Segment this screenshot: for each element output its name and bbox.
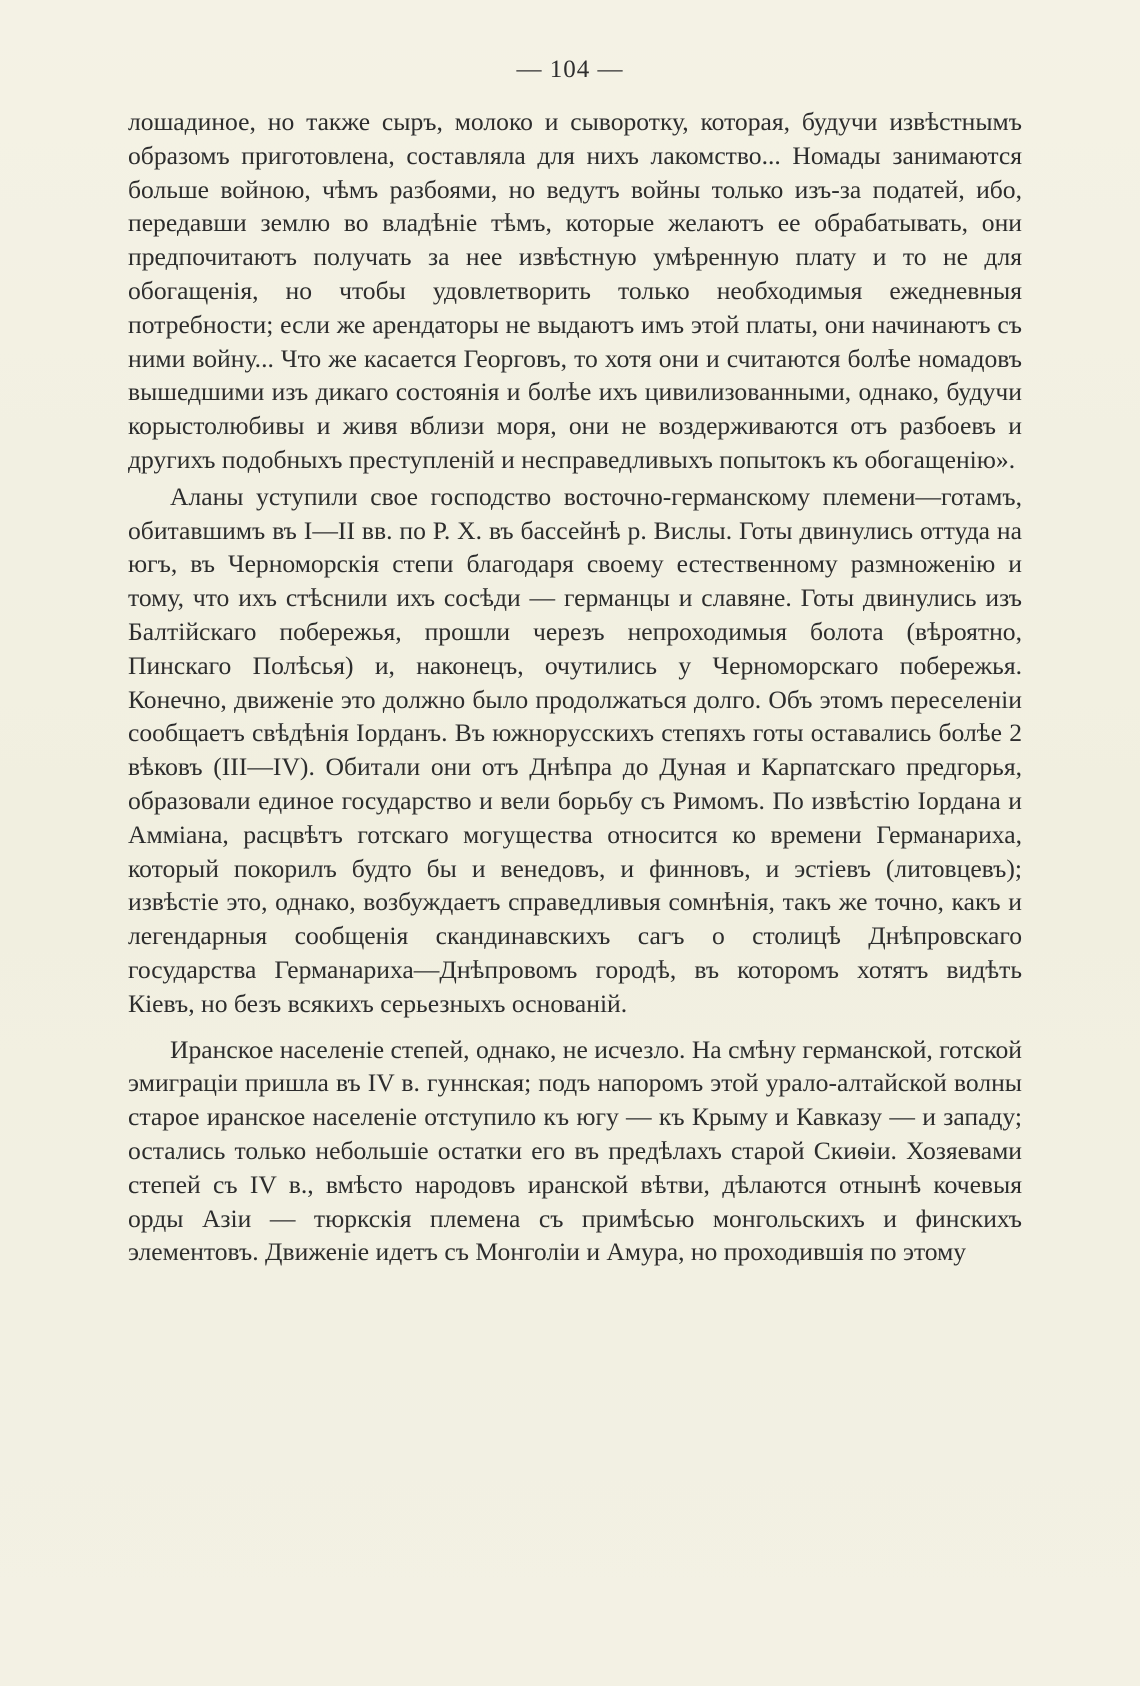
paragraph-continuation: лошадиное, но также сыръ, молоко и сыворотку, которая, будучи извѣстнымъ образомъ приготовлена, составляла для нихъ лакомство... Номады занимаются больше войною, чѣмъ разбоями, но ведутъ войны только изъ-за податей, ибо, передавши землю во владѣніе тѣмъ, которые желаютъ ее обрабатывать, они предпочитаютъ получать за нее извѣстную умѣренную плату и то не для обогащенія, но чтобы удовлетворить только необходимыя ежедневныя потребности; если же арендаторы не выдаютъ имъ этой платы, они начинаютъ съ ними войну... Что же касается Георговъ, то хотя они и считаются болѣе номадовъ вышедшими изъ дикаго состоянія и болѣе ихъ цивилизованными, однако, будучи корыстолюбивы и живя вблизи моря, они не воздерживаются отъ разбоевъ и другихъ подобныхъ преступленій и несправедливыхъ попытокъ къ обогащенію». (128, 107, 1022, 474)
paragraph-goths: Аланы уступили свое господство восточно-германскому племени—готамъ, обитавшимъ въ I—II вв. по Р. Х. въ бассейнѣ р. Вислы. Готы двинулись оттуда на югъ, въ Черноморскія степи благодаря своему естественному размноженію и тому, что ихъ стѣснили ихъ сосѣди — германцы и славяне. Готы двинулись изъ Балтійскаго побережья, прошли черезъ непроходимыя болота (вѣроятно, Пинскаго Полѣсья) и, наконецъ, очутились у Черноморскаго побережья. Конечно, движеніе это должно было продолжаться долго. Объ этомъ переселеніи сообщаетъ свѣдѣнія Іорданъ. Въ южнорусскихъ степяхъ готы оставались болѣе 2 вѣковъ (III—IV). Обитали они отъ Днѣпра до Дуная и Карпатскаго предгорья, образовали единое государство и вели борьбу съ Римомъ. По извѣстію Іордана и Амміана, расцвѣтъ готскаго могущества относится ко времени Германариха, который покорилъ будто бы и венедовъ, и финновъ, и эстіевъ (литовцевъ); извѣстіе это, однако, возбуждаетъ справедливыя сомнѣнія, такъ же точно, какъ и легендарныя сообщенія скандинавскихъ сагъ о столицѣ Днѣпровскаго государства Германариха—Днѣпровомъ городѣ, въ которомъ хотятъ видѣть Кіевъ, но безъ всякихъ серьезныхъ основаній. (128, 481, 1022, 1018)
paragraph-iranian-population: Иранское населеніе степей, однако, не исчезло. На смѣну германской, готской эмиграціи пришла въ IV в. гуннская; подъ напоромъ этой урало-алтайской волны старое иранское населеніе отступило къ югу — къ Крыму и Кавказу — и западу; остались только небольшіе остатки его въ предѣлахъ старой Скиѳіи. Хозяевами степей съ IV в., вмѣсто народовъ иранской вѣтви, дѣлаются отнынѣ кочевыя орды Азіи — тюркскія племена съ примѣсью монгольскихъ и финскихъ элементовъ. Движеніе идетъ съ Монголіи и Амура, но проходившія по этому (128, 1034, 1023, 1267)
page-number: — 104 — (516, 56, 624, 83)
body-text (128, 105, 1022, 1269)
